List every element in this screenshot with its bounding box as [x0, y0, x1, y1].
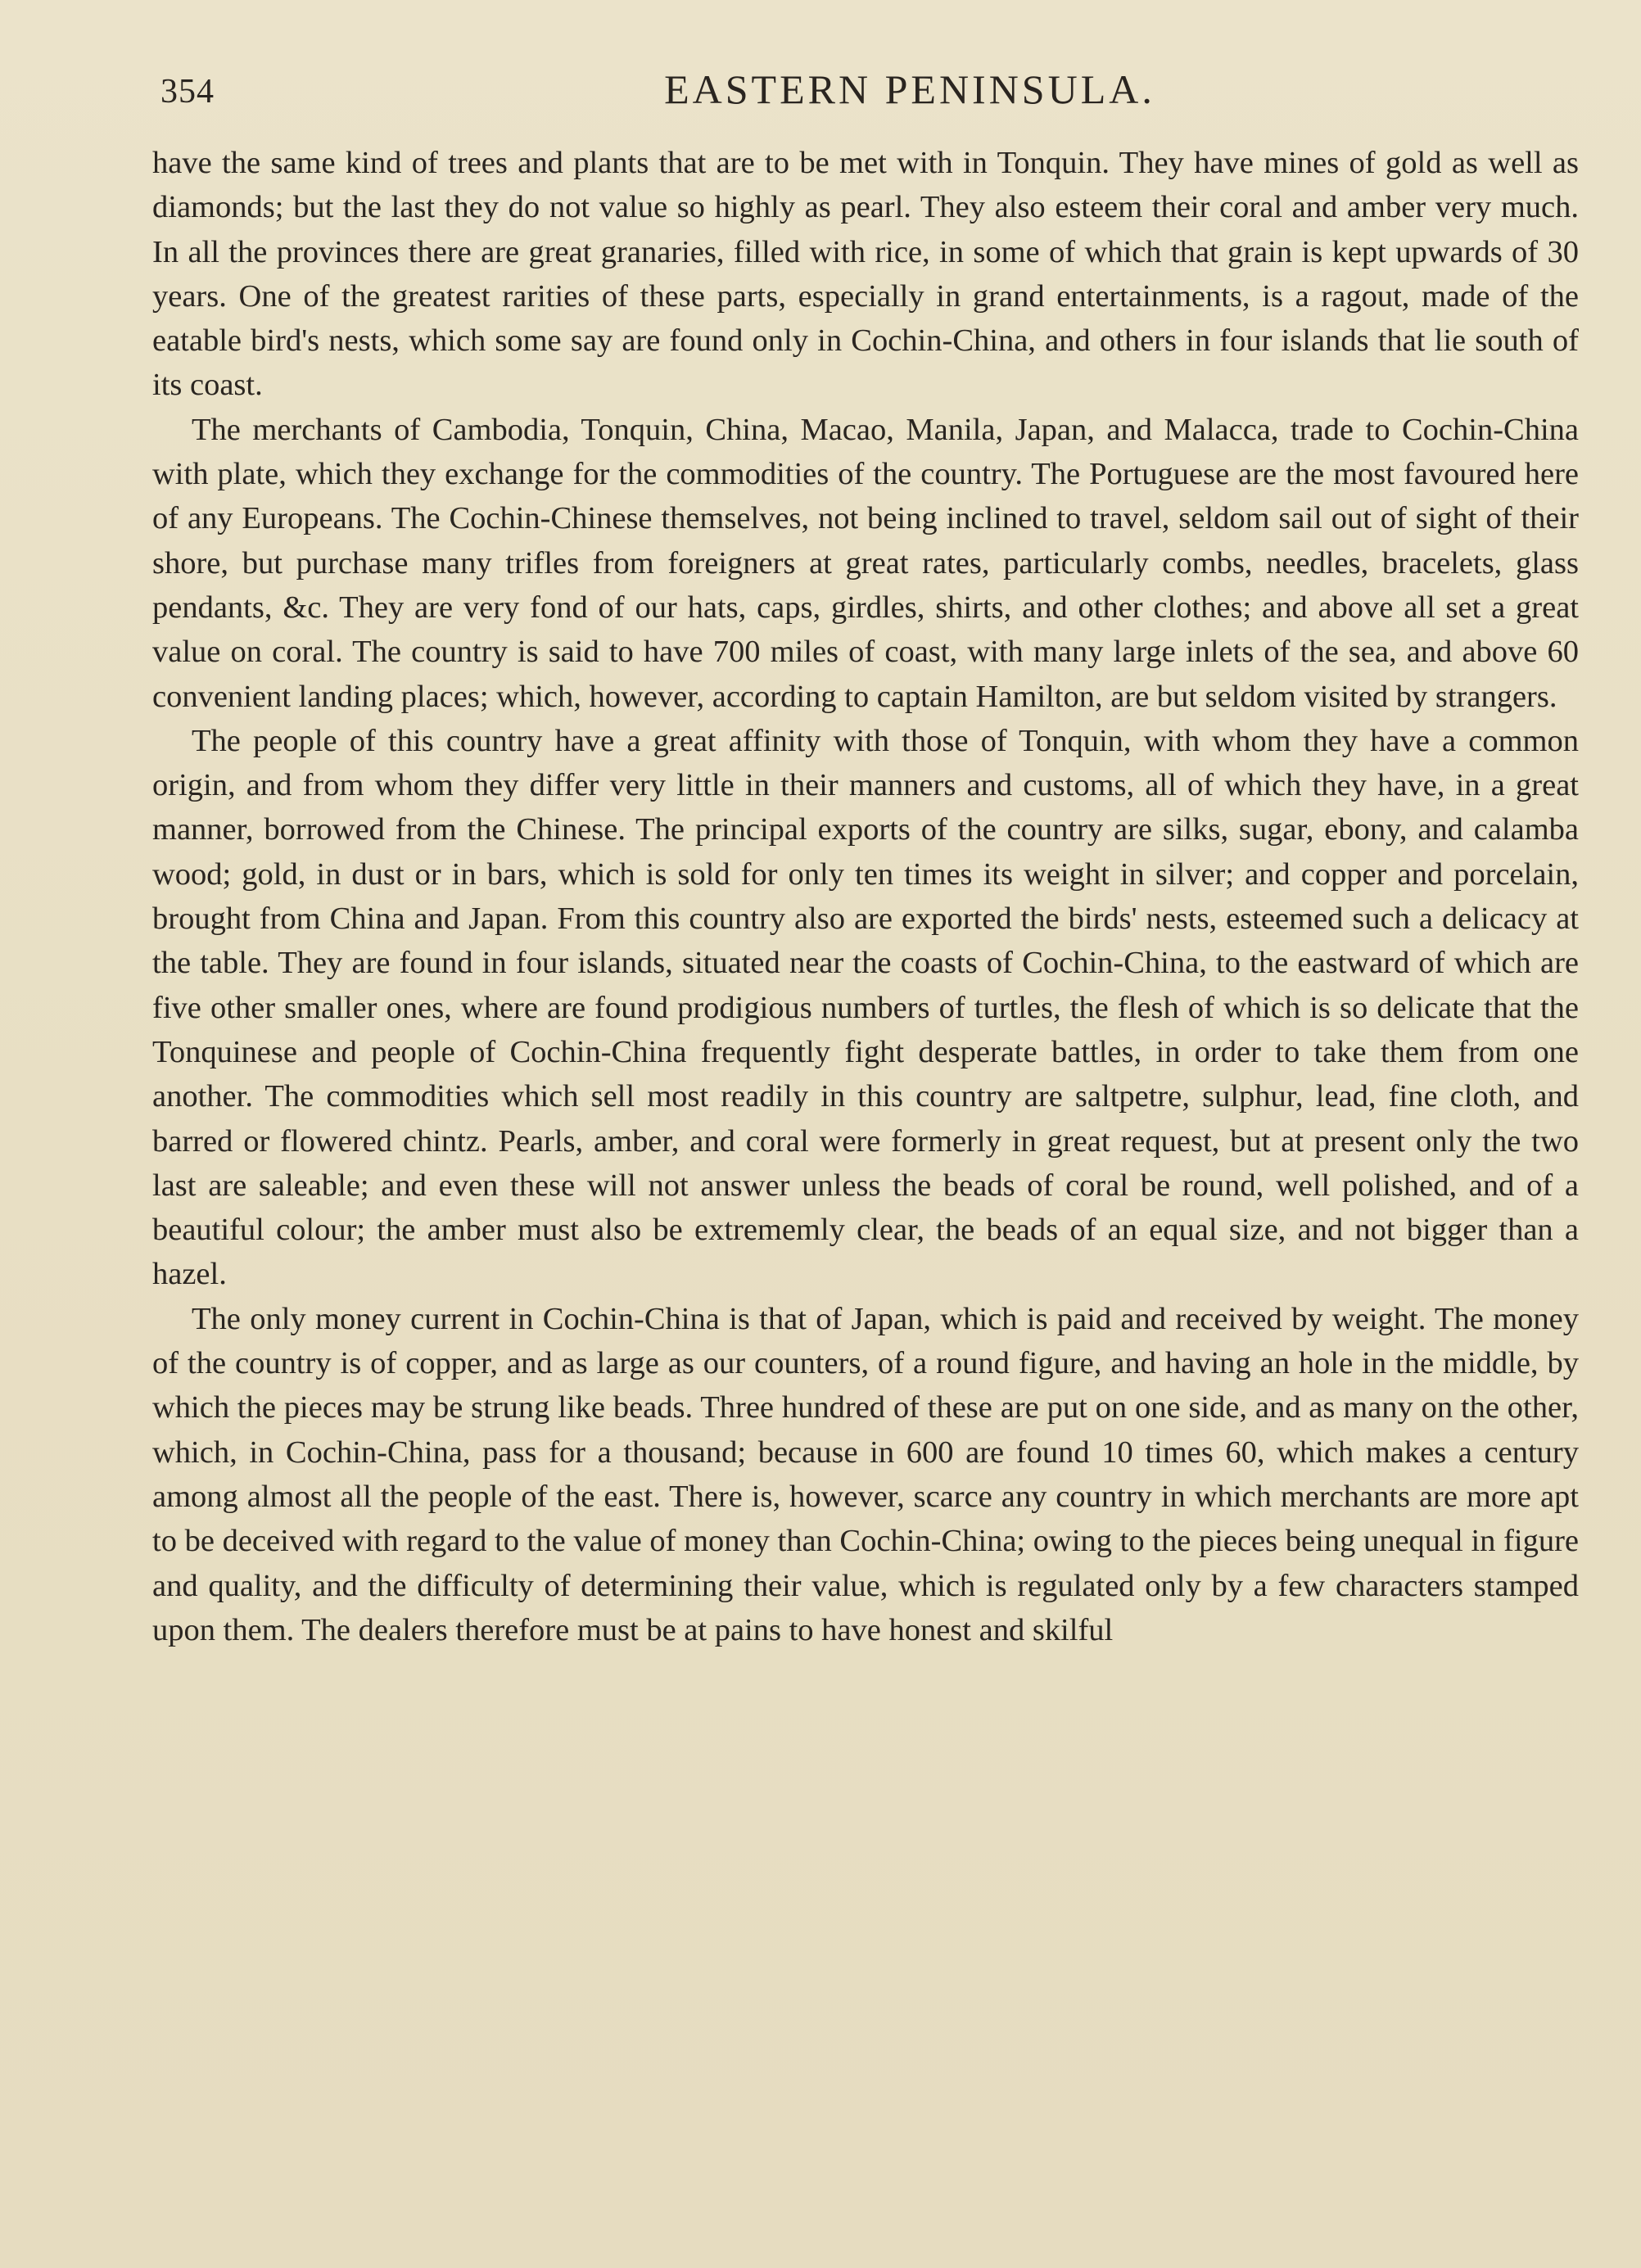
paragraph-merchants: The merchants of Cambodia, Tonquin, China, Macao, Manila, Japan, and Malacca, trade to Cochin-China with plate, which they exchange for the commodities of the country. The Portuguese are the most favoured here of any Europeans. The Cochin-Chinese themselves, not being inclined to travel, seldom sail out of sight of their shore, but purchase many trifles from foreigners at great rates, particularly combs, needles, bracelets, glass pendants, &c. They are very fond of our hats, caps, girdles, shirts, and other clothes; and above all set a great value on coral. The country is said to have 700 miles of coast, with many large inlets of the sea, and above 60 convenient landing places; which, however, according to captain Hamilton, are but seldom visited by strangers. [152, 412, 1579, 714]
body-text [152, 141, 1579, 1652]
page-number: 354 [160, 73, 215, 111]
paragraph-continuation: have the same kind of trees and plants that are to be met with in Tonquin. They have mines of gold as well as diamonds; but the last they do not value so highly as pearl. They also esteem their coral and amber very much. In all the provinces there are great granaries, filled with rice, in some of which that grain is kept upwards of 30 years. One of the greatest rarities of these parts, especially in grand entertainments, is a ragout, made of the eatable bird's nests, which some say are found only in Cochin-China, and others in four islands that lie south of its coast. [152, 146, 1579, 403]
page-header [160, 66, 1577, 123]
running-head: EASTERN PENINSULA. [664, 66, 1155, 112]
paragraph-people: The people of this country have a great affinity with those of Tonquin, with whom they have a common origin, and from whom they differ very little in their manners and customs, all of which they have, in a great manner, borrowed from the Chinese. The principal exports of the country are silks, sugar, ebony, and calamba wood; gold, in dust or in bars, which is sold for only ten times its weight in silver; and copper and porcelain, brought from China and Japan. From this country also are exported the birds' nests, esteemed such a delicacy at the table. They are found in four islands, situated near the coasts of Cochin-China, to the eastward of which are five other smaller ones, where are found prodigious numbers of turtles, the flesh of which is so delicate that the Tonquinese and people of Cochin-China frequently fight desperate battles, in order to take them from one another. The commodities which sell most readily in this country are saltpetre, sulphur, lead, fine cloth, and barred or flowered chintz. Pearls, amber, and coral were formerly in great request, but at present only the two last are saleable; and even these will not answer unless the beads of coral be round, well polished, and of a beautiful colour; the amber must also be extrememly clear, the beads of an equal size, and not bigger than a hazel. [152, 723, 1579, 1292]
paragraph-money: The only money current in Cochin-China is that of Japan, which is paid and received by weight. The money of the country is of copper, and as large as our counters, of a round figure, and having an hole in the middle, by which the pieces may be strung like beads. Three hundred of these are put on one side, and as many on the other, which, in Cochin-China, pass for a thousand; because in 600 are found 10 times 60, which makes a century among almost all the people of the east. There is, however, scarce any country in which merchants are more apt to be deceived with regard to the value of money than Cochin-China; owing to the pieces being unequal in figure and quality, and the difficulty of determining their value, which is regulated only by a few characters stamped upon them. The dealers therefore must be at pains to have honest and skilful [152, 1301, 1579, 1647]
